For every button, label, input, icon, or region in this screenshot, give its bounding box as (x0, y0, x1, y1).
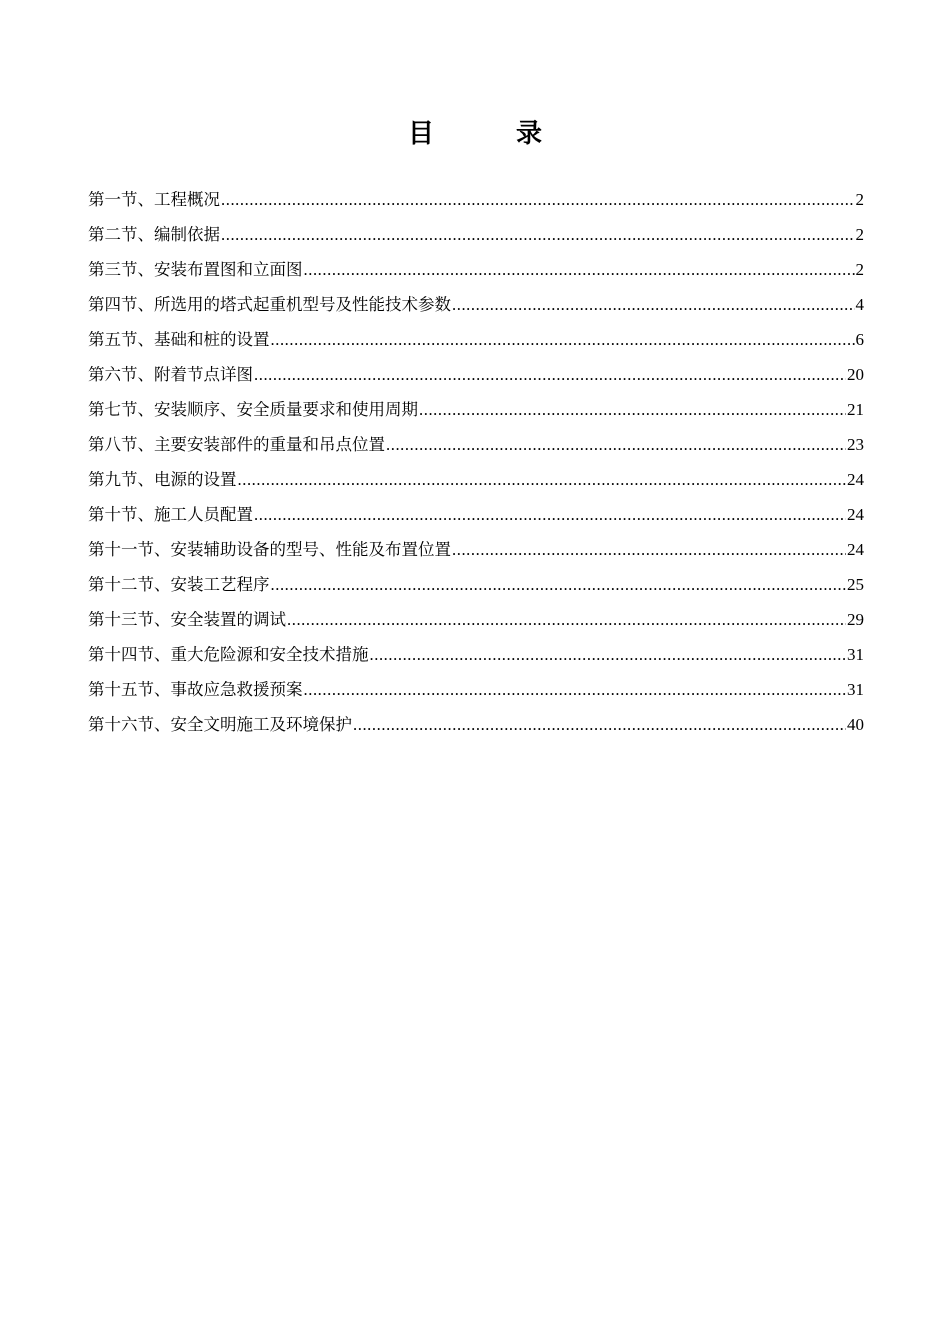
toc-entry[interactable] (88, 357, 864, 392)
toc-dot-leader (386, 427, 846, 462)
toc-entry-page: 20 (847, 365, 864, 384)
toc-entry-label: 第十二节、安装工艺程序 (88, 575, 270, 594)
toc-dot-leader (221, 182, 855, 217)
toc-entry-page: 2 (855, 225, 864, 244)
toc-entry[interactable] (88, 602, 864, 637)
toc-dot-leader (353, 707, 846, 742)
toc-entry-page: 23 (847, 435, 864, 454)
toc-list (88, 182, 864, 742)
toc-dot-leader (271, 567, 847, 602)
toc-entry-label: 第十一节、安装辅助设备的型号、性能及布置位置 (88, 540, 451, 559)
toc-dot-leader (452, 532, 846, 567)
toc-entry-page: 31 (847, 645, 864, 664)
toc-entry-label: 第十四节、重大危险源和安全技术措施 (88, 645, 369, 664)
toc-entry[interactable] (88, 637, 864, 672)
toc-dot-leader (287, 602, 846, 637)
toc-dot-leader (419, 392, 846, 427)
toc-entry-label: 第八节、主要安装部件的重量和吊点位置 (88, 435, 385, 454)
toc-entry[interactable] (88, 427, 864, 462)
toc-dot-leader (304, 252, 855, 287)
toc-entry-label: 第一节、工程概况 (88, 190, 220, 209)
toc-entry-page: 6 (855, 330, 864, 349)
toc-entry-label: 第九节、电源的设置 (88, 470, 237, 489)
toc-title: 目 录 (407, 119, 570, 149)
toc-entry-page: 24 (847, 505, 864, 524)
toc-entry[interactable] (88, 217, 864, 252)
toc-entry-label: 第六节、附着节点详图 (88, 365, 253, 384)
toc-entry-page: 2 (855, 260, 864, 279)
toc-entry-page: 24 (847, 540, 864, 559)
toc-entry-page: 21 (847, 400, 864, 419)
toc-entry[interactable] (88, 287, 864, 322)
toc-dot-leader (254, 497, 846, 532)
toc-entry-page: 29 (847, 610, 864, 629)
toc-entry[interactable] (88, 497, 864, 532)
toc-entry-label: 第二节、编制依据 (88, 225, 220, 244)
toc-dot-leader (304, 672, 847, 707)
toc-entry-label: 第十五节、事故应急救援预案 (88, 680, 303, 699)
toc-entry-page: 2 (855, 190, 864, 209)
toc-entry[interactable] (88, 707, 864, 742)
toc-entry-label: 第五节、基础和桩的设置 (88, 330, 270, 349)
toc-dot-leader (238, 462, 847, 497)
toc-entry-page: 40 (847, 715, 864, 734)
toc-entry[interactable] (88, 532, 864, 567)
toc-entry-label: 第三节、安装布置图和立面图 (88, 260, 303, 279)
toc-dot-leader (452, 287, 855, 322)
toc-dot-leader (221, 217, 855, 252)
toc-entry-label: 第十六节、安全文明施工及环境保护 (88, 715, 352, 734)
toc-entry[interactable] (88, 462, 864, 497)
toc-entry-label: 第七节、安装顺序、安全质量要求和使用周期 (88, 400, 418, 419)
toc-entry[interactable] (88, 252, 864, 287)
toc-entry-page: 4 (855, 295, 864, 314)
toc-dot-leader (370, 637, 847, 672)
toc-entry[interactable] (88, 567, 864, 602)
toc-entry-label: 第十节、施工人员配置 (88, 505, 253, 524)
toc-entry[interactable] (88, 672, 864, 707)
toc-dot-leader (254, 357, 846, 392)
toc-entry-page: 31 (847, 680, 864, 699)
toc-entry[interactable] (88, 322, 864, 357)
toc-entry-label: 第四节、所选用的塔式起重机型号及性能技术参数 (88, 295, 451, 314)
toc-dot-leader (271, 322, 855, 357)
toc-entry-page: 24 (847, 470, 864, 489)
toc-entry[interactable] (88, 182, 864, 217)
toc-entry[interactable] (88, 392, 864, 427)
toc-entry-label: 第十三节、安全装置的调试 (88, 610, 286, 629)
toc-entry-page: 25 (847, 575, 864, 594)
